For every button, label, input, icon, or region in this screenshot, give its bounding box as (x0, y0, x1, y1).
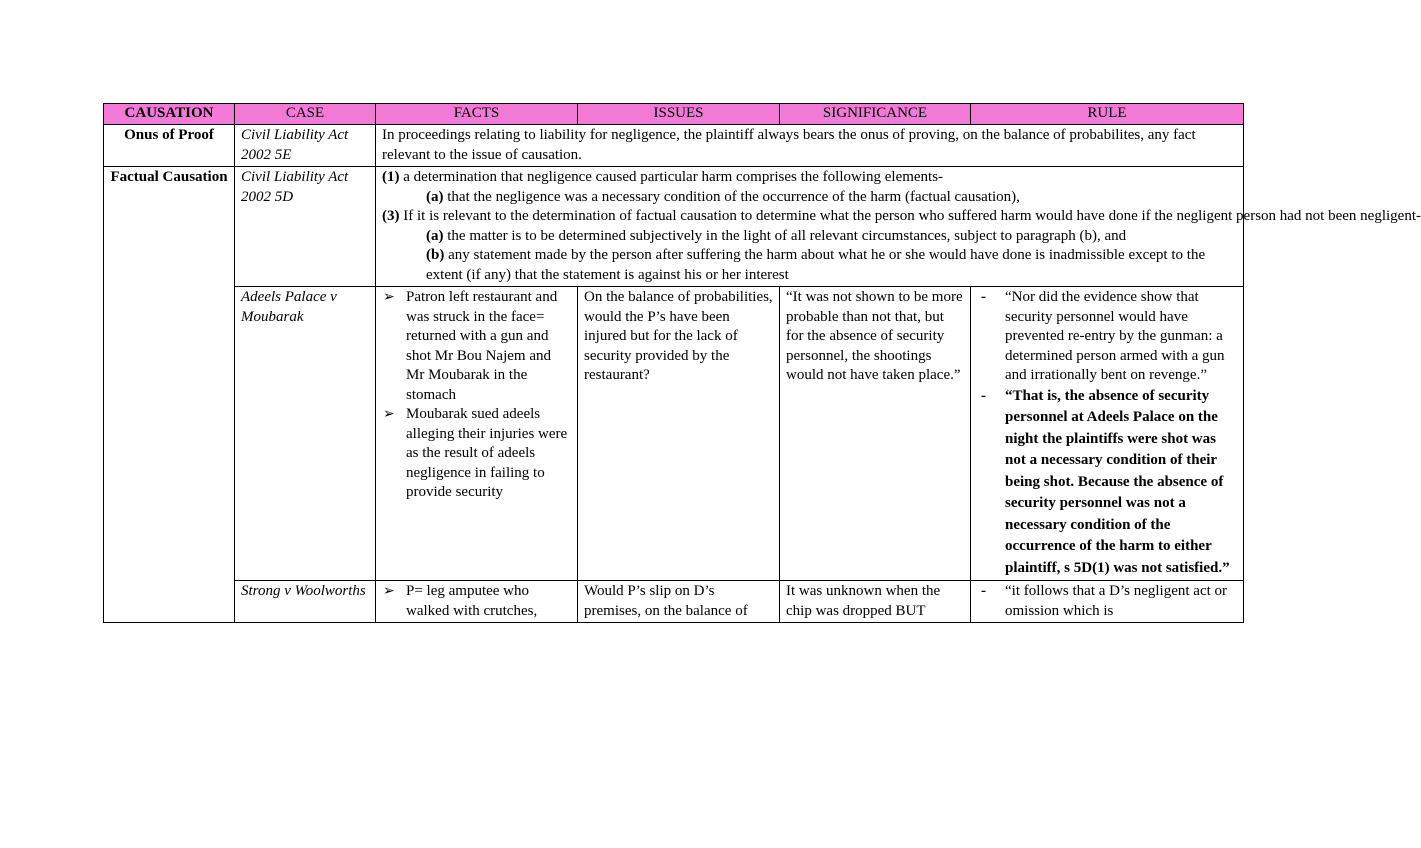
header-case: CASE (235, 104, 376, 125)
arrow-bullet-icon: ➢ (383, 584, 395, 599)
adeels-fact-2: Moubarak sued adeels alleging their injuries were as the result of adeels negligence in failing to provide security (406, 406, 568, 500)
adeels-rule-2: “That is, the absence of security personnel at Adeels Palace on the night the plaintiffs were shot was not a necessary condition of their being shot. Because the absence of security personnel was not a necessary condition of the occurrence of the harm to either plaintiff, s 5D(1) was not satisfied.” (1005, 387, 1230, 576)
adeels-fact-1: Patron left restaurant and was struck in the face= returned with a gun and shot Mr Bou Najem and Mr Moubarak in the stomach (406, 289, 558, 403)
strong-rule (971, 581, 1244, 623)
section-3-num: (3) (382, 208, 400, 224)
section-3a-line (382, 227, 1237, 247)
adeels-facts (376, 287, 578, 581)
arrow-bullet-icon: ➢ (383, 290, 395, 305)
onus-text: In proceedings relating to liability for negligence, the plaintiff always bears the onus of proving, on the balance of probabilites, any fact relevant to the issue of causation. (376, 125, 1244, 167)
section-3b-text: any statement made by the person after suffering the harm about what he or she would have done is inadmissible except to the extent (if any) that the statement is against his or her interest (426, 247, 1206, 283)
strong-rule-1: “it follows that a D’s negligent act or omission which is (1005, 583, 1228, 619)
table-row-strong (104, 581, 1244, 623)
causation-table (103, 103, 1421, 623)
topic-onus-of-proof: Onus of Proof (104, 125, 235, 167)
header-row (104, 104, 1244, 125)
cla-5d-text (376, 167, 1421, 287)
table-row-factual (104, 167, 1244, 287)
case-adeels-palace: Adeels Palace v Moubarak (235, 287, 376, 581)
section-3a-text: the matter is to be determined subjectively in the light of all relevant circumstances, subject to paragraph (b), and (443, 227, 1127, 244)
header-significance: SIGNIFICANCE (780, 104, 971, 125)
dash-bullet-icon: - (981, 387, 986, 404)
strong-significance: It was unknown when the chip was dropped BUT (780, 581, 971, 623)
section-1a-text: that the negligence was a necessary condition of the occurrence of the harm (factual causation), (443, 188, 1020, 205)
dash-bullet-icon: - (981, 583, 986, 599)
header-issues: ISSUES (578, 104, 780, 125)
section-1-line (382, 168, 1237, 188)
section-3a-num: (a) (426, 227, 444, 244)
dash-bullet-icon: - (981, 289, 986, 305)
strong-fact-1: P= leg amputee who walked with crutches, (406, 583, 538, 619)
strong-facts (376, 581, 578, 623)
header-facts: FACTS (376, 104, 578, 125)
topic-factual-causation: Factual Causation (104, 167, 235, 623)
case-cla-5d: Civil Liability Act 2002 5D (235, 167, 376, 287)
list-item (977, 386, 1237, 580)
list-item (382, 582, 571, 621)
list-item (977, 582, 1237, 621)
section-1a-line (382, 188, 1237, 208)
table-row-onus (104, 125, 1244, 167)
header-rule: RULE (971, 104, 1244, 125)
table-row-adeels (104, 287, 1244, 581)
list-item (382, 405, 571, 503)
list-item (382, 288, 571, 405)
case-cla-5e: Civil Liability Act 2002 5E (235, 125, 376, 167)
arrow-bullet-icon: ➢ (383, 407, 395, 422)
adeels-rule-1: “Nor did the evidence show that security personnel would have prevented re-entry by the gunman: a determined person armed with a gun and irrationally bent on revenge.” (1005, 289, 1225, 383)
section-1-num: (1) (382, 169, 400, 185)
section-1a-num: (a) (426, 188, 444, 205)
section-1-text: a determination that negligence caused particular harm comprises the following elements- (399, 169, 944, 185)
list-item (977, 288, 1237, 386)
adeels-issues: On the balance of probabilities, would the P’s have been injured but for the lack of security provided by the restaurant? (578, 287, 780, 581)
case-strong-v-woolworths: Strong v Woolworths (235, 581, 376, 623)
section-3-text: If it is relevant to the determination of factual causation to determine what the person who suffered harm would have done if the negligent person had not been negligent- (399, 208, 1421, 224)
adeels-rule (971, 287, 1244, 581)
section-3b-num: (b) (426, 247, 445, 263)
strong-issues: Would P’s slip on D’s premises, on the balance of (578, 581, 780, 623)
section-3b-line (382, 246, 1237, 285)
header-causation: CAUSATION (104, 104, 235, 125)
adeels-significance: “It was not shown to be more probable than not that, but for the absence of security personnel, the shootings would not have taken place.” (780, 287, 971, 581)
section-3-line (382, 207, 1421, 227)
